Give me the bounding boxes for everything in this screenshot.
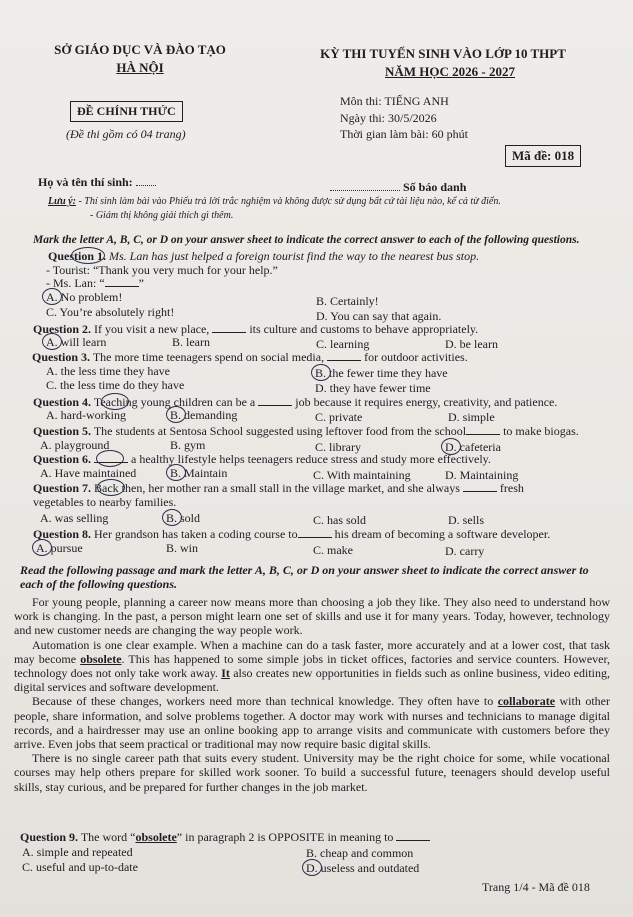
p3-text-b: with other people, share information, and solve problems together. A doctor may work with nurses and technicians to manage digital records, and a hairdresser may use an online booking app to arrange visits and communicate with customers before they arrive. Even jobs that seem practical or traditional may now require basic digital skills. (14, 694, 610, 752)
q4-answer-mark (166, 406, 186, 423)
dept-name: SỞ GIÁO DỤC VÀ ĐÀO TẠO (54, 42, 226, 57)
q8-option-c[interactable]: C. make (313, 543, 353, 557)
q5-option-d[interactable]: D. cafeteria (445, 440, 501, 454)
pages-note: (Đề thi gồm có 04 trang) (66, 127, 186, 141)
q1-number-mark (71, 247, 105, 264)
candidate-name-label: Họ và tên thí sinh: (38, 175, 133, 189)
p2-highlight-it: It (221, 666, 230, 681)
q7-line2: vegetables to nearby families. (33, 495, 177, 509)
q4-option-d[interactable]: D. simple (448, 410, 495, 424)
page-footer: Trang 1/4 - Mã đề 018 (482, 880, 590, 894)
q3-label: Question 3. (32, 350, 91, 364)
reading-passage (14, 595, 610, 794)
q2-option-a[interactable]: A. will learn (46, 335, 107, 349)
q9-word: obsolete (135, 830, 177, 844)
question-8 (33, 527, 550, 542)
p3-highlight-word: collaborate (497, 694, 556, 709)
exam-title: KỲ THI TUYỂN SINH VÀO LỚP 10 THPT (320, 46, 566, 61)
q7-option-a[interactable]: A. was selling (40, 511, 109, 525)
q4-option-b[interactable]: B. demanding (170, 408, 238, 422)
q5-answer-mark (441, 438, 461, 455)
p2-highlight-word: obsolete (80, 651, 122, 666)
q9-option-d[interactable]: D. useless and outdated (306, 861, 420, 875)
section2-instruction: Read the following passage and mark the letter A, B, C, or D on your answer sheet to indicate the correct answer to each of the following questions. (20, 563, 589, 591)
question-5 (33, 424, 579, 439)
subject-text: Môn thi: TIẾNG ANH (340, 94, 449, 108)
q3-text-b: for outdoor activities. (364, 350, 468, 364)
q2-answer-mark (42, 333, 62, 350)
q8-answer-mark (32, 539, 52, 556)
q2-text-a: If you visit a new place, (94, 322, 210, 336)
school-year-text: NĂM HỌC 2026 - 2027 (385, 64, 515, 79)
q6-text-b: a healthy lifestyle helps teenagers reduce stress and study more effectively. (131, 452, 491, 466)
q8-option-a[interactable]: A. pursue (36, 541, 83, 555)
q1-label: Question 1. (48, 249, 107, 263)
q3-text-a: The more time teenagers spend on social media, (92, 350, 325, 364)
q2-text-b: its culture and customs to behave appropriately. (249, 322, 479, 336)
q7-option-b[interactable]: B. sold (166, 511, 201, 525)
exam-date: Ngày thi: 30/5/2026 (340, 111, 437, 125)
q7-label: Question 7. (33, 481, 92, 495)
q9-option-a[interactable]: A. simple and repeated (22, 845, 133, 859)
q3-option-a[interactable]: A. the less time they have (46, 364, 170, 378)
q7-answer-mark (162, 509, 182, 526)
q1-text: Ms. Lan has just helped a foreign tourist find the way to the nearest bus stop. (109, 249, 480, 263)
q6-number-mark (96, 450, 124, 467)
q6-answer-mark (166, 464, 186, 481)
q1-option-b[interactable]: B. Certainly! (316, 294, 379, 308)
q6-option-d[interactable]: D. Maintaining (445, 468, 519, 482)
note-line-2: - Giám thị không giải thích gì thêm. (90, 210, 234, 221)
duration: Thời gian làm bài: 60 phút (340, 127, 468, 141)
q6-label: Question 6. (33, 452, 92, 466)
q8-option-b[interactable]: B. win (166, 541, 199, 555)
q5-option-b[interactable]: B. gym (170, 438, 206, 452)
q1-option-a-text: A. No problem! (46, 290, 123, 304)
q5-text-b: to make biogas. (503, 424, 579, 438)
q4-number-mark (101, 393, 129, 410)
q5-label: Question 5. (33, 424, 92, 438)
p2-text-c: also creates new opportunities in fields such as online business, video editing, digital services and software development. (14, 666, 611, 695)
note-label: Lưu ý: (48, 196, 76, 207)
paragraph-1: For young people, planning a career now means more than choosing a job they like. They also need to understand how work is changing. In the past, a person might learn one set of skills and use it for many years. Today, however, technology and new customer needs are changing the way people work. (14, 595, 610, 638)
q1-line2: - Tourist: “Thank you very much for your help.” (46, 263, 278, 277)
candidate-id (330, 180, 466, 195)
q9-label: Question 9. (20, 830, 79, 844)
q1-option-d[interactable]: D. You can say that again. (316, 309, 442, 323)
p3-text-a: Because of these changes, workers need more than technical knowledge. They often have to (32, 694, 498, 709)
q3-answer-mark (311, 364, 331, 381)
q6-option-a[interactable]: A. Have maintained (40, 466, 137, 480)
paragraph-3 (14, 694, 610, 751)
note-text-1: - Thí sinh làm bài vào Phiếu trả lời trắc nghiệm và không được sử dụng bất cứ tài liệu nào, kể cả từ điển. (75, 196, 501, 207)
q8-text-b: his dream of becoming a software developer. (334, 527, 551, 541)
q1-line3-text: - Ms. Lan: “ (46, 276, 105, 290)
q7-text-a: Back then, her mother ran a small stall in the village market, and she always (94, 481, 460, 495)
q2-option-d[interactable]: D. be learn (445, 337, 498, 351)
q4-option-c[interactable]: C. private (315, 410, 363, 424)
q8-label: Question 8. (33, 527, 92, 541)
q6-option-b[interactable]: B. Maintain (170, 466, 228, 480)
q9-answer-mark (302, 859, 322, 876)
q8-option-d[interactable]: D. carry (445, 544, 485, 558)
section1-instruction: Mark the letter A, B, C, or D on your answer sheet to indicate the correct answer to each of the following questions. (33, 234, 580, 246)
q4-label: Question 4. (33, 395, 92, 409)
q4-option-a[interactable]: A. hard-working (46, 408, 126, 422)
q8-text-a: Her grandson has taken a coding course to (94, 527, 298, 541)
question-9 (20, 830, 430, 845)
q6-option-c[interactable]: C. With maintaining (313, 468, 411, 482)
exam-code: Mã đề: 018 (505, 145, 581, 167)
q1-answer-mark (42, 288, 62, 305)
q7-number-mark (97, 479, 125, 496)
q5-text-a: The students at Sentosa School suggested using leftover food from the school (93, 424, 467, 438)
paragraph-2 (14, 638, 610, 695)
q7-option-d[interactable]: D. sells (448, 513, 484, 527)
note-line-1 (48, 196, 501, 207)
q7-text-b: fresh (499, 481, 524, 495)
q2-option-b[interactable]: B. learn (172, 335, 210, 349)
q4-text-a: Teaching young children can be a (93, 395, 256, 409)
p2-text-a: Automation is one clear example. When a machine can do a task faster, more accurately and at a lower cost, that task may become (14, 637, 610, 666)
q9-text-b: ” in paragraph 2 is OPPOSITE in meaning to (176, 830, 394, 844)
subject (340, 94, 449, 109)
q1-line3 (46, 276, 144, 291)
school-year (300, 64, 600, 80)
q7-option-c[interactable]: C. has sold (313, 513, 367, 527)
q2-option-c[interactable]: C. learning (316, 337, 370, 351)
q3-option-d[interactable]: D. they have fewer time (315, 381, 431, 395)
q9-option-c[interactable]: C. useful and up-to-date (22, 860, 138, 874)
paragraph-4: There is no single career path that suits every student. University may be the right choice for some, while vocational courses may help others prepare for skilled work sooner. To build a successful future, teenagers should develop useful skills, stay curious, and be prepared for further changes in the job market. (14, 751, 610, 794)
q3-option-c[interactable]: C. the less time do they have (46, 378, 185, 392)
candidate-name (38, 175, 156, 190)
q5-option-a[interactable]: A. playground (40, 438, 110, 452)
q1-option-c[interactable]: C. You’re absolutely right! (46, 305, 175, 319)
p2-text-b: . This has happened to some simple jobs in ticket offices, factories and service counters. However, technology does not only take work away. (14, 651, 610, 681)
q9-text-a: The word “ (80, 830, 136, 844)
official-badge: ĐỀ CHÍNH THỨC (70, 101, 183, 122)
q1-line3-end: ” (138, 276, 144, 290)
city-name: HÀ NỘI (116, 60, 164, 75)
question-3 (32, 350, 468, 365)
question-1 (48, 249, 479, 264)
q9-option-b[interactable]: B. cheap and common (306, 846, 414, 860)
q4-text-b: job because it requires energy, creativity, and patience. (295, 395, 558, 409)
q2-label: Question 2. (33, 322, 92, 336)
candidate-id-label: Số báo danh (403, 180, 467, 194)
q3-option-b[interactable]: B. the fewer time they have (315, 366, 448, 380)
q5-option-c[interactable]: C. library (315, 440, 361, 454)
